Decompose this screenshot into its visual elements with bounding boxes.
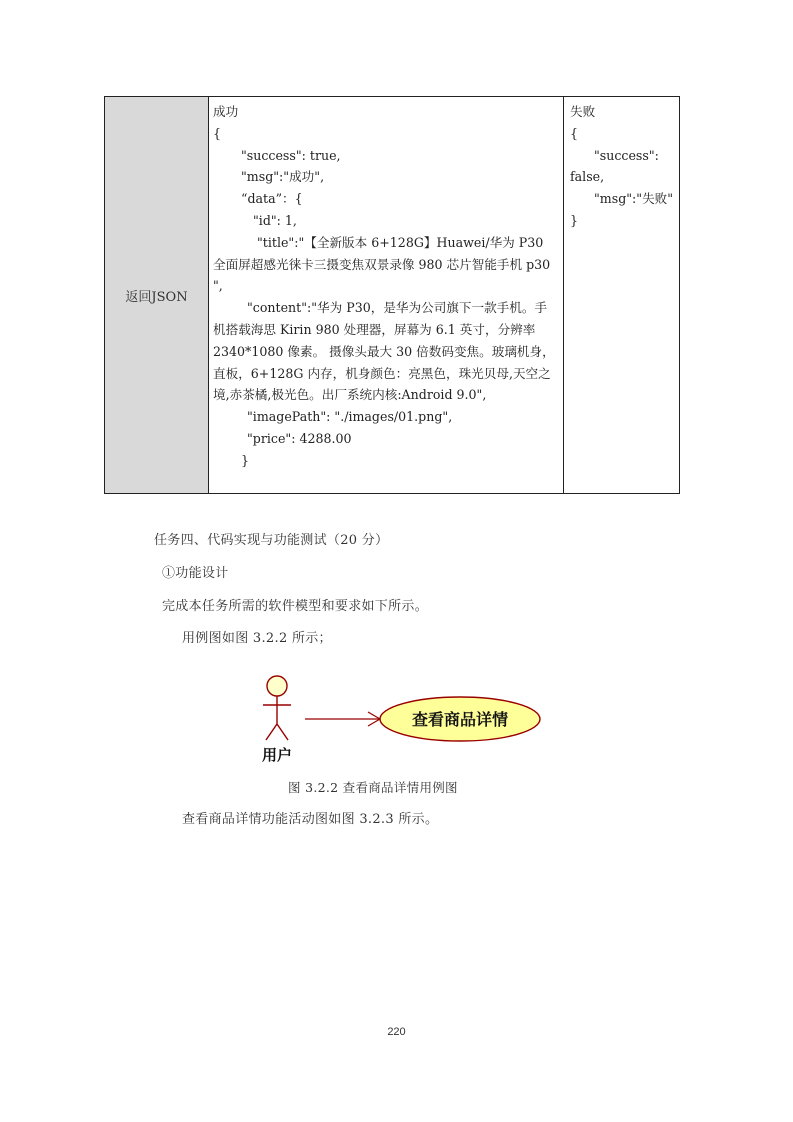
success-field-content: "content":"华为 P30，是华为公司旗下一款手机。手机搭载海思 Kirin 980 处理器，屏幕为 6.1 英寸，分辨率 2340*1080 像素。 摄像头最大 30 倍数码变焦。玻璃机身，直板，6+128G 内存，机身颜色：亮黑色，珠光贝母,天空之境,赤茶橘,极光色。出厂系统内核:Android 9.0", — [213, 300, 555, 403]
failure-field-success: "success": — [594, 147, 659, 163]
failure-title: 失败 — [570, 104, 596, 119]
failure-close-brace: } — [570, 212, 579, 228]
actor-figure — [263, 676, 291, 740]
success-close-brace: } — [241, 452, 250, 468]
success-field-success: "success": true, — [241, 147, 341, 163]
use-case-diagram — [250, 672, 550, 767]
sub-heading: ①功能设计 — [162, 566, 229, 581]
actor-label: 用户 — [261, 746, 293, 764]
table-row-label: 返回JSON — [105, 97, 209, 493]
failure-field-success-value: false, — [570, 169, 605, 185]
success-field-id: "id": 1, — [253, 212, 297, 228]
actor-left-leg — [266, 724, 277, 740]
success-field-price: "price": 4288.00 — [247, 430, 352, 446]
success-open-brace: { — [213, 125, 222, 141]
success-field-imagepath: "imagePath": "./images/01.png", — [247, 409, 453, 425]
success-field-msg: "msg":"成功", — [241, 169, 325, 185]
failure-field-msg: "msg":"失败" — [594, 191, 674, 207]
paragraph-requirements: 完成本任务所需的软件模型和要求如下所示。 — [162, 599, 429, 614]
page-number: 220 — [387, 1026, 406, 1038]
success-title: 成功 — [213, 104, 239, 119]
actor-head-icon — [267, 676, 287, 696]
figure-caption: 图 3.2.2 查看商品详情用例图 — [288, 780, 458, 795]
paragraph-usecase-intro: 用例图如图 3.2.2 所示； — [182, 631, 332, 646]
use-case-label: 查看商品详情 — [411, 710, 509, 729]
paragraph-activity-intro: 查看商品详情功能活动图如图 3.2.3 所示。 — [182, 812, 439, 827]
use-case-diagram-svg — [250, 672, 550, 767]
failure-open-brace: { — [570, 125, 579, 141]
failure-response-cell — [564, 97, 679, 493]
success-field-title: "title":"【全新版本 6+128G】Huawei/华为 P30 全面屏超感光徕卡三摄变焦双景录像 980 芯片智能手机 p30 ", — [213, 234, 551, 294]
task-heading: 任务四、代码实现与功能测试（20 分） — [154, 533, 389, 548]
success-field-data: “data”：{ — [241, 191, 303, 207]
return-json-table — [104, 96, 680, 494]
success-response-cell — [209, 97, 564, 493]
actor-right-leg — [277, 724, 288, 740]
